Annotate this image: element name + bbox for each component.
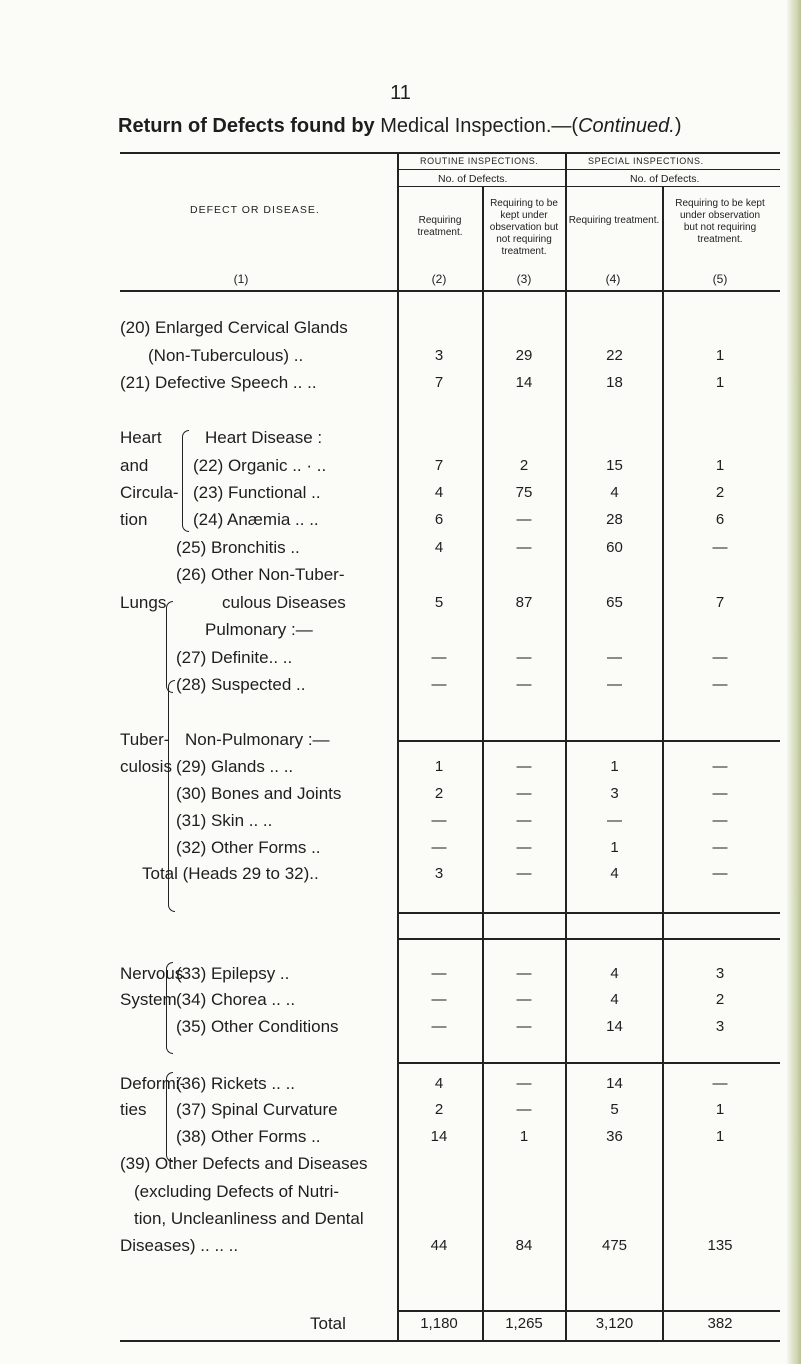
row-label: (34) Chorea .. .. xyxy=(176,990,296,1009)
cell-col3: 84 xyxy=(515,1237,533,1254)
cell-col3: — xyxy=(516,785,532,802)
cell-col5: 1 xyxy=(715,374,725,391)
cell-col4: 4 xyxy=(610,991,619,1008)
group-nervous-2: System xyxy=(120,990,177,1009)
cell-col5: 1 xyxy=(715,1128,725,1145)
cell-col2: 3 xyxy=(434,347,444,364)
title-bold: Return of Defects found by xyxy=(118,115,375,137)
row-label: (37) Spinal Curvature xyxy=(176,1100,338,1119)
defect-or-disease-heading: DEFECT OR DISEASE. xyxy=(190,204,320,216)
cell-col5: — xyxy=(712,1075,728,1092)
row-label-grand-total: Total xyxy=(310,1314,346,1333)
cell-col3: — xyxy=(516,539,532,556)
row-label: (23) Functional .. xyxy=(193,483,321,502)
header-bottom-rule xyxy=(120,290,780,292)
special-inspections-heading: SPECIAL INSPECTIONS. xyxy=(588,156,704,166)
row-label-total-tb: Total (Heads 29 to 32).. xyxy=(142,864,319,883)
cell-col5: 6 xyxy=(715,511,725,528)
total-col5: 382 xyxy=(707,1315,733,1332)
row-label: (31) Skin .. .. xyxy=(176,811,273,830)
row-label: Non-Pulmonary :— xyxy=(185,730,330,749)
row-label: (26) Other Non-Tuber- xyxy=(176,565,345,584)
cell-col4: 14 xyxy=(606,1018,623,1035)
cell-col4: 65 xyxy=(606,594,623,611)
grand-total-top-rule xyxy=(398,1310,780,1312)
col2-number: (2) xyxy=(431,272,447,286)
routine-inspections-heading: ROUTINE INSPECTIONS. xyxy=(420,156,539,166)
group-heart-3: Circula- xyxy=(120,483,179,502)
cell-col5: — xyxy=(712,649,728,666)
cell-col5: 1 xyxy=(715,457,725,474)
cell-col3: 75 xyxy=(515,484,533,501)
group-tuberculosis-2: culosis xyxy=(120,757,172,776)
cell-col4: 22 xyxy=(606,347,623,364)
row-label: (25) Bronchitis .. xyxy=(176,538,300,557)
header-defects-rule xyxy=(398,186,780,187)
header-divider-3 xyxy=(565,152,567,292)
col4-number: (4) xyxy=(605,272,621,286)
cell-col2: 6 xyxy=(434,511,444,528)
cell-col5: — xyxy=(712,839,728,856)
cell-col2: — xyxy=(431,965,447,982)
cell-col3: — xyxy=(516,1018,532,1035)
col5-number: (5) xyxy=(712,272,728,286)
cell-col3: — xyxy=(516,676,532,693)
col3-number: (3) xyxy=(516,272,532,286)
row-label: (35) Other Conditions xyxy=(176,1017,339,1036)
cell-col3: 2 xyxy=(519,457,529,474)
cell-col4: 475 xyxy=(601,1237,628,1254)
row-label: tion, Uncleanliness and Dental xyxy=(134,1209,364,1228)
cell-col4: 15 xyxy=(606,457,623,474)
row-label: (33) Epilepsy .. xyxy=(176,964,290,983)
col5-heading: Requiring to be kept under observation but not requiring treatment. xyxy=(675,198,765,245)
group-heart-4: tion xyxy=(120,510,148,529)
row-label: (39) Other Defects and Diseases xyxy=(120,1154,368,1173)
row-label: (excluding Defects of Nutri- xyxy=(134,1182,340,1201)
cell-col4: 4 xyxy=(610,965,619,982)
cell-col5: — xyxy=(712,539,728,556)
row-label: Heart Disease : xyxy=(205,428,323,447)
header-group-rule xyxy=(398,169,780,170)
total-col2: 1,180 xyxy=(420,1315,458,1332)
cell-col3: — xyxy=(516,758,532,775)
cell-col2: 44 xyxy=(430,1237,448,1254)
cell-col5: — xyxy=(712,785,728,802)
row-label: (38) Other Forms .. xyxy=(176,1127,321,1146)
cell-col3: — xyxy=(516,865,532,882)
group-tuberculosis-1: Tuber- xyxy=(120,730,170,749)
cell-col4: 60 xyxy=(606,539,623,556)
cell-col5: — xyxy=(712,676,728,693)
tb-nonpulmonary-rule xyxy=(398,740,780,742)
cell-col4: 4 xyxy=(610,865,619,882)
group-heart-2: and xyxy=(120,456,149,475)
header-top-rule xyxy=(120,152,780,154)
cell-col4: 28 xyxy=(606,511,623,528)
group-lungs: Lungs xyxy=(120,593,167,612)
cell-col3: — xyxy=(516,1075,532,1092)
cell-col5: 135 xyxy=(707,1237,733,1254)
lungs-brace xyxy=(166,601,173,693)
cell-col4: 1 xyxy=(610,758,619,775)
cell-col2: — xyxy=(431,991,447,1008)
col4-heading: Requiring treatment. xyxy=(568,215,660,226)
group-deformities-2: ties xyxy=(120,1100,147,1119)
cell-col5: 7 xyxy=(715,594,725,611)
cell-col3: — xyxy=(516,991,532,1008)
total-col4: 3,120 xyxy=(595,1315,634,1332)
cell-col4: 18 xyxy=(606,374,623,391)
cell-col2: — xyxy=(431,812,447,829)
cell-col4: 1 xyxy=(610,839,619,856)
cell-col3: — xyxy=(516,965,532,982)
row-label: (Non-Tuberculous) .. xyxy=(148,346,304,365)
cell-col3: — xyxy=(516,839,532,856)
cell-col4: 5 xyxy=(610,1101,619,1118)
row-label: (27) Definite.. .. xyxy=(176,648,293,667)
cell-col2: 4 xyxy=(434,484,444,501)
cell-col3: 29 xyxy=(515,347,533,364)
cell-col3: — xyxy=(516,1101,532,1118)
group-nervous-1: Nervous xyxy=(120,964,184,983)
cell-col2: — xyxy=(431,649,447,666)
cell-col2: 7 xyxy=(434,374,444,391)
row-label: (24) Anæmia .. .. xyxy=(193,510,319,529)
cell-col5: — xyxy=(712,865,728,882)
row-label: (29) Glands .. .. xyxy=(176,757,294,776)
cell-col2: 14 xyxy=(430,1128,448,1145)
col2-heading: Requiring treatment. xyxy=(417,215,463,238)
heart-brace xyxy=(182,430,189,532)
row-label: Diseases) .. .. .. xyxy=(120,1236,239,1255)
row-label: (32) Other Forms .. xyxy=(176,838,321,857)
total-col3: 1,265 xyxy=(505,1315,543,1332)
cell-col5: 1 xyxy=(715,1101,725,1118)
cell-col4: — xyxy=(607,812,622,829)
cell-col2: — xyxy=(431,1018,447,1035)
cell-col4: 14 xyxy=(606,1075,623,1092)
cell-col3: — xyxy=(516,812,532,829)
cell-col2: 2 xyxy=(434,785,444,802)
cell-col2: — xyxy=(431,676,447,693)
title-end: ) xyxy=(674,115,682,137)
cell-col5: 2 xyxy=(715,484,725,501)
cell-col5: 3 xyxy=(715,965,725,982)
cell-col2: — xyxy=(431,839,447,856)
cell-col3: — xyxy=(516,511,532,528)
title-italic: Continued. xyxy=(578,115,675,137)
cell-col4: — xyxy=(607,676,622,693)
special-no-of-defects: No. of Defects. xyxy=(630,173,700,185)
routine-no-of-defects: No. of Defects. xyxy=(438,173,508,185)
header-divider-4 xyxy=(662,186,664,292)
cell-col2: 5 xyxy=(434,594,444,611)
table-bottom-rule xyxy=(120,1340,780,1342)
cell-col4: 4 xyxy=(610,484,619,501)
cell-col4: — xyxy=(607,649,622,666)
cell-col3: — xyxy=(516,649,532,666)
cell-col2: 7 xyxy=(434,457,444,474)
cell-col3: 14 xyxy=(515,374,533,391)
cell-col5: 1 xyxy=(715,347,725,364)
deformities-rule xyxy=(398,1062,780,1064)
header-divider-1 xyxy=(397,152,399,292)
cell-col2: 2 xyxy=(434,1101,444,1118)
cell-col4: 36 xyxy=(606,1128,623,1145)
cell-col2: 4 xyxy=(434,1075,444,1092)
row-label: (20) Enlarged Cervical Glands xyxy=(120,318,348,337)
cell-col5: — xyxy=(712,812,728,829)
row-label: culous Diseases xyxy=(222,593,346,612)
cell-col5: 2 xyxy=(715,991,725,1008)
tb-total-bottom-rule xyxy=(398,938,780,940)
row-label: (36) Rickets .. .. xyxy=(176,1074,296,1093)
cell-col4: 3 xyxy=(610,785,619,802)
cell-col2: 1 xyxy=(434,758,444,775)
group-heart-1: Heart xyxy=(120,428,162,447)
cell-col5: 3 xyxy=(715,1018,725,1035)
body-divider-4 xyxy=(662,292,664,1342)
page-title xyxy=(118,115,682,138)
col1-number: (1) xyxy=(233,272,249,286)
cell-col2: 4 xyxy=(434,539,444,556)
row-label: (21) Defective Speech .. .. xyxy=(120,373,317,392)
scan-edge xyxy=(787,0,801,1364)
header-divider-2 xyxy=(482,186,484,292)
cell-col2: 3 xyxy=(434,865,444,882)
row-label: (30) Bones and Joints xyxy=(176,784,342,803)
title-normal: Medical Inspection.—( xyxy=(374,115,579,137)
group-deformities-1: Deformi- xyxy=(120,1074,186,1093)
row-label: (22) Organic .. · .. xyxy=(193,456,327,475)
page-number: 11 xyxy=(390,82,411,104)
row-label: Pulmonary :— xyxy=(205,620,313,639)
cell-col3: 87 xyxy=(515,594,533,611)
tb-total-top-rule xyxy=(398,912,780,914)
row-label: (28) Suspected .. xyxy=(176,675,306,694)
col3-heading: Requiring to be kept under observation but not requiring treatment. xyxy=(489,198,559,257)
cell-col5: — xyxy=(712,758,728,775)
cell-col3: 1 xyxy=(519,1128,529,1145)
